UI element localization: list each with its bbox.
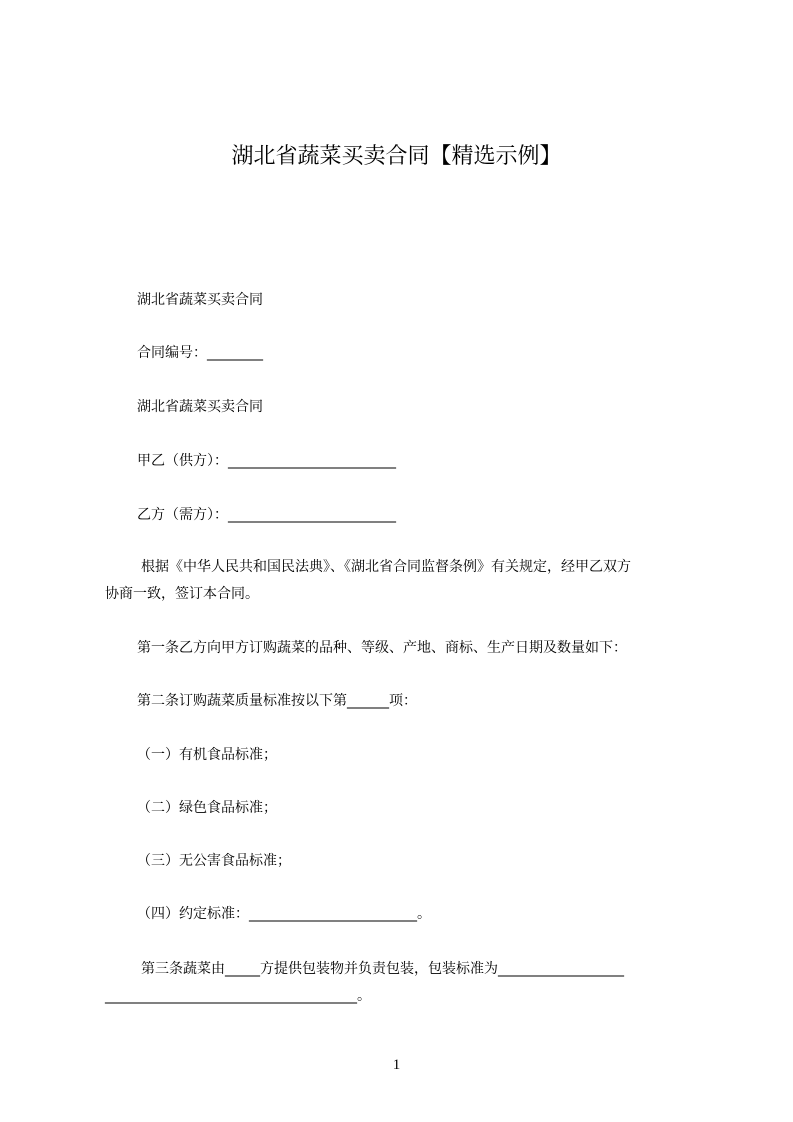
contract-number: 合同编号：________ [137,345,263,361]
article-3: 第三条蔬菜由_____方提供包装物并负责包装，包装标准为__________________ [141,961,624,977]
list-item: （一）有机食品标准； [137,747,277,763]
paragraph: 湖北省蔬菜买卖合同 [137,292,263,308]
list-item: （二）绿色食品标准； [137,800,277,816]
article-1: 第一条乙方向甲方订购蔬菜的品种、等级、产地、商标、生产日期及数量如下： [137,640,627,656]
paragraph: 根据《中华人民共和国民法典》、《湖北省合同监督条例》有关规定，经甲乙双方 [141,559,631,575]
article-3-continued: ____________________________________。 [105,988,371,1004]
paragraph: 湖北省蔬菜买卖合同 [137,399,263,415]
list-item: （三）无公害食品标准； [137,853,291,869]
party-b: 乙方（需方）：________________________ [137,507,396,523]
document-title: 湖北省蔬菜买卖合同【精选示例】 [231,144,562,169]
paragraph: 协商一致，签订本合同。 [105,586,259,602]
page-number: 1 [392,1057,401,1073]
party-a: 甲乙（供方）：________________________ [137,453,396,469]
article-2: 第二条订购蔬菜质量标准按以下第______项： [137,693,417,709]
list-item: （四）约定标准：________________________。 [137,906,431,922]
